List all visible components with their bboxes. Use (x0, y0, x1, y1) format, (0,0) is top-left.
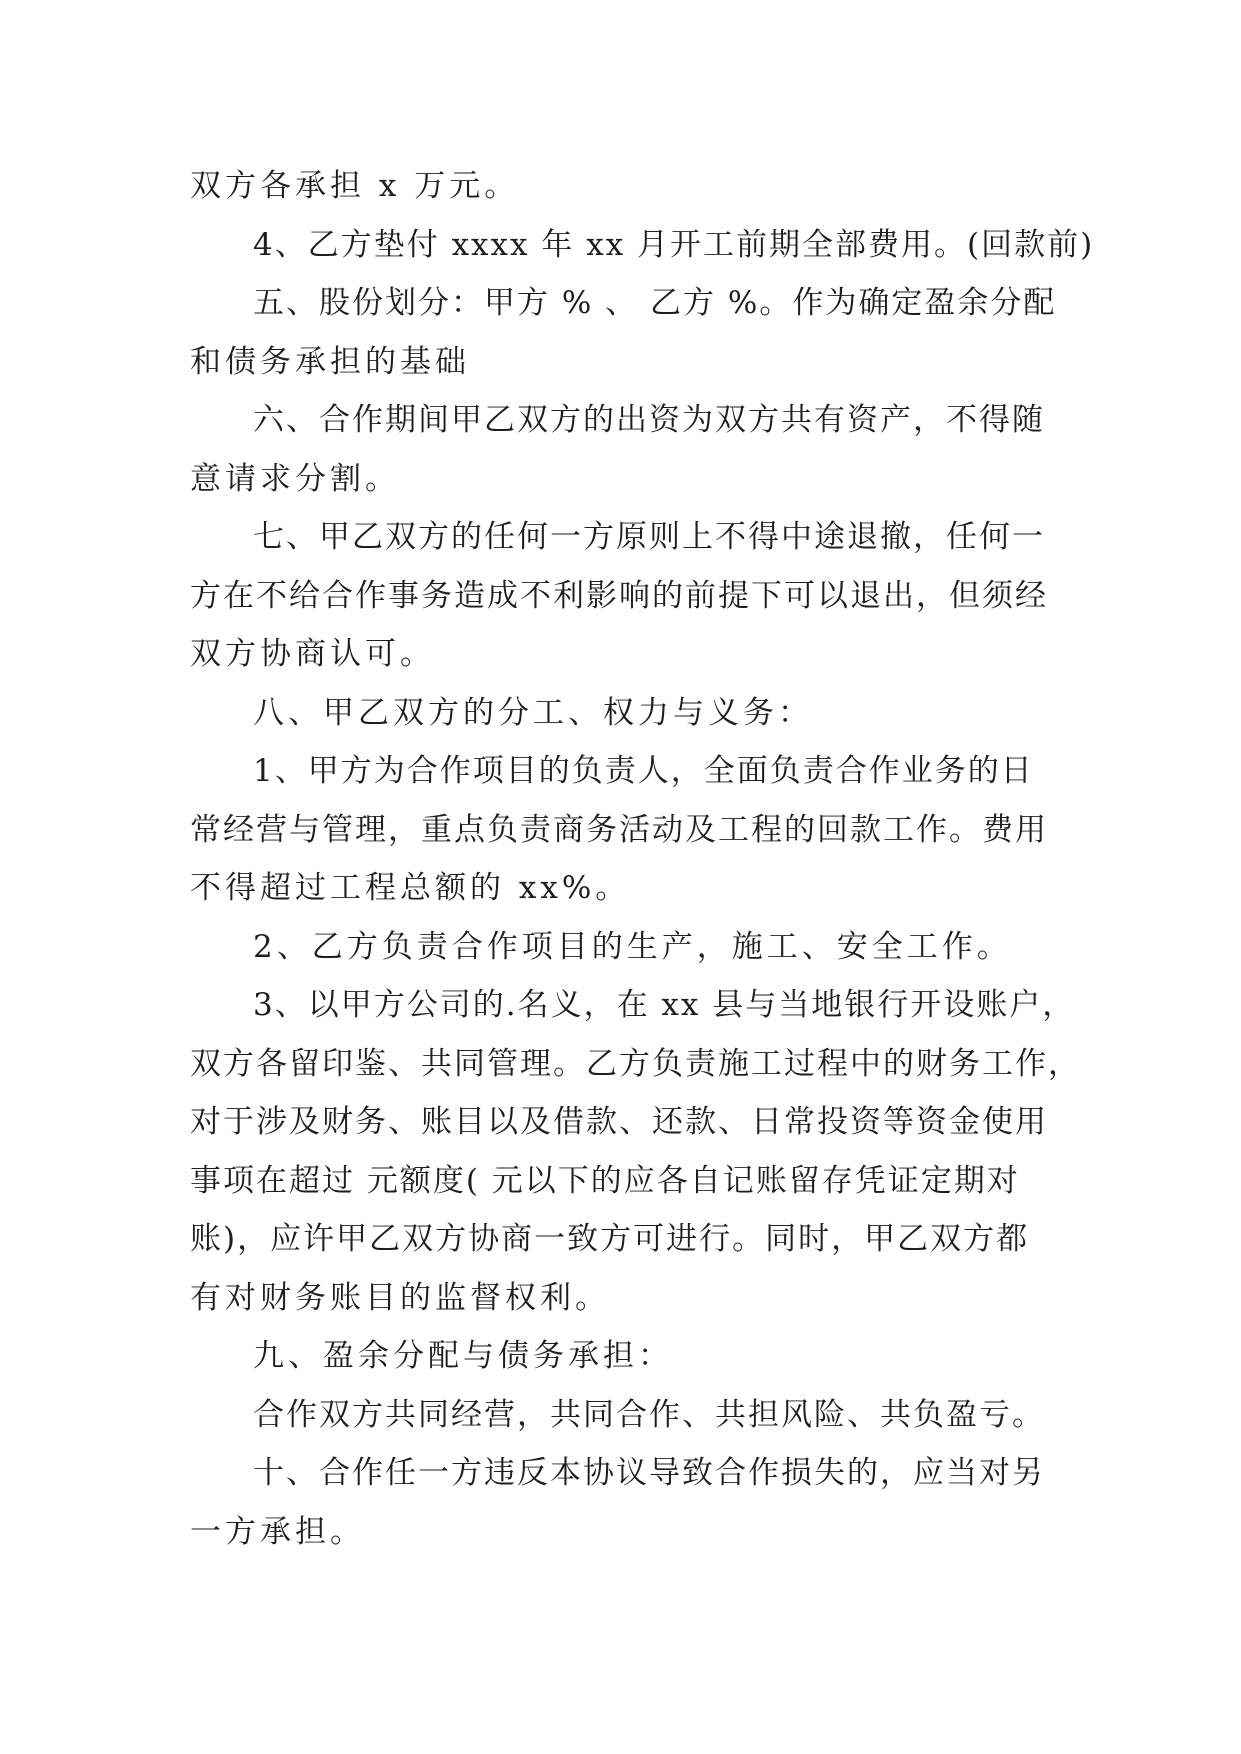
text-line-24: 一方承担。 (190, 1513, 365, 1550)
text-line-1: 双方各承担 x 万元。 (190, 168, 520, 204)
text-line-17: 对于涉及财务、账目以及借款、还款、日常投资等资金使用 (190, 1104, 1048, 1140)
text-line-8: 方在不给合作事务造成不利影响的前提下可以退出，但须经 (190, 577, 1048, 614)
text-line-4: 和债务承担的基础 (190, 343, 470, 380)
text-line-2: 4、乙方垫付 xxxx 年 xx 月开工前期全部费用。(回款前) (253, 226, 1095, 263)
text-line-13: 不得超过工程总额的 xx%。 (190, 870, 631, 906)
text-line-5: 六、合作期间甲乙双方的出资为双方共有资产，不得随 (253, 402, 1045, 438)
text-line-22: 合作双方共同经营，共同合作、共担风险、共负盈亏。 (253, 1396, 1045, 1433)
text-line-11: 1、甲方为合作项目的负责人，全面负责合作业务的日 (253, 753, 1034, 789)
text-line-12: 常经营与管理，重点负责商务活动及工程的回款工作。费用 (190, 811, 1048, 848)
text-line-21: 九、盈余分配与债务承担： (253, 1338, 673, 1374)
text-line-10: 八、甲乙双方的分工、权力与义务： (253, 694, 813, 731)
text-line-19: 账)，应许甲乙双方协商一致方可进行。同时，甲乙双方都 (190, 1221, 1030, 1257)
text-line-9: 双方协商认可。 (190, 636, 435, 672)
text-line-6: 意请求分割。 (190, 460, 400, 497)
text-line-20: 有对财务账目的监督权利。 (190, 1279, 610, 1316)
text-line-16: 双方各留印鉴、共同管理。乙方负责施工过程中的财务工作， (190, 1045, 1081, 1082)
contract-text (190, 157, 1095, 1561)
text-line-18: 事项在超过 元额度( 元以下的应各自记账留存凭证定期对 (190, 1162, 1020, 1199)
text-line-23: 十、合作任一方违反本协议导致合作损失的，应当对另 (253, 1455, 1045, 1491)
document-body (190, 157, 1095, 1561)
text-line-7: 七、甲乙双方的任何一方原则上不得中途退撤，任何一 (253, 519, 1045, 555)
text-line-3: 五、股份划分：甲方 % 、 乙方 %。作为确定盈余分配 (253, 285, 1057, 321)
text-line-14: 2、乙方负责合作项目的生产，施工、安全工作。 (253, 928, 1012, 965)
text-line-15: 3、以甲方公司的.名义，在 xx 县与当地银行开设账户， (253, 987, 1076, 1023)
